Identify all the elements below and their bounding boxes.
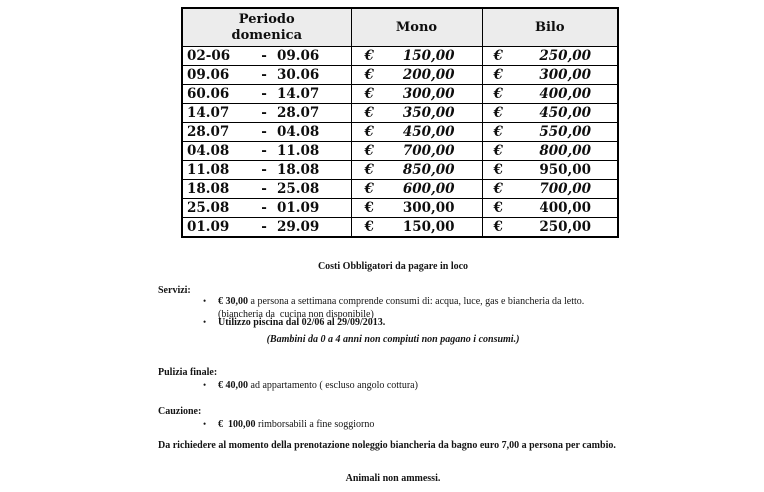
price-table-header (182, 8, 618, 47)
period-end: 30.06 (277, 67, 320, 83)
mono-price-cell (351, 66, 482, 85)
bullet-icon: • (203, 317, 207, 327)
price-value: 300,00 (402, 86, 455, 102)
mono-price-cell (351, 85, 482, 104)
bilo-price-cell (482, 218, 618, 238)
period-cell (182, 47, 351, 66)
euro-symbol: € (493, 143, 503, 159)
period-cell (182, 142, 351, 161)
mono-price-cell (351, 199, 482, 218)
price-value: 600,00 (402, 181, 455, 197)
period-separator: - (261, 86, 267, 102)
euro-symbol: € (493, 86, 503, 102)
price-value: 150,00 (402, 48, 455, 64)
period-cell (182, 66, 351, 85)
bullet-icon: • (203, 296, 207, 306)
euro-symbol: € (493, 105, 503, 121)
price-value: 800,00 (539, 143, 591, 159)
price-value: 700,00 (402, 143, 455, 159)
servizi-bullet-1-line2: (biancheria da cucina non disponibile) (218, 308, 374, 320)
header-periodo-line1: Periodo (238, 11, 295, 27)
euro-symbol: € (364, 219, 374, 235)
servizi-bullet-1-price: € 30,00 (218, 296, 248, 307)
period-start: 02-06 (187, 48, 231, 64)
table-row (182, 218, 618, 238)
servizi-bullet-2-text: Utilizzo piscina dal 02/06 al 29/09/2013. (218, 317, 386, 328)
period-start: 04.08 (187, 143, 230, 159)
table-row (182, 47, 618, 66)
table-row (182, 161, 618, 180)
costi-title: Costi Obbligatori da pagare in loco (317, 261, 469, 272)
period-end: 18.08 (277, 162, 320, 178)
price-value: 400,00 (539, 86, 591, 102)
price-value: 950,00 (539, 162, 591, 178)
price-value: 350,00 (402, 105, 455, 121)
mono-price-cell (351, 104, 482, 123)
euro-symbol: € (364, 181, 374, 197)
euro-symbol: € (364, 200, 374, 216)
header-row (182, 8, 618, 47)
period-end: 09.06 (277, 48, 320, 64)
pulizia-label: Pulizia finale: (158, 367, 218, 378)
euro-symbol: € (493, 219, 503, 235)
table-row (182, 123, 618, 142)
period-start: 14.07 (187, 105, 230, 121)
price-value: 200,00 (402, 67, 455, 83)
cauzione-label: Cauzione: (158, 406, 202, 417)
price-value: 850,00 (402, 162, 455, 178)
table-row (182, 66, 618, 85)
period-cell (182, 85, 351, 104)
period-cell (182, 104, 351, 123)
period-cell (182, 218, 351, 238)
euro-symbol: € (493, 48, 503, 64)
mono-price-cell (351, 47, 482, 66)
mono-price-cell (351, 161, 482, 180)
bilo-price-cell (482, 161, 618, 180)
bilo-price-cell (482, 85, 618, 104)
bambini-note: (Bambini da 0 a 4 anni non compiuti non pagano i consumi.) (266, 334, 520, 345)
period-separator: - (261, 162, 267, 178)
period-end: 25.08 (277, 181, 320, 197)
bilo-price-cell (482, 66, 618, 85)
header-mono: Mono (351, 8, 482, 47)
bullet-icon: • (203, 419, 207, 429)
table-row (182, 85, 618, 104)
period-end: 14.07 (277, 86, 320, 102)
period-end: 29.09 (277, 219, 320, 235)
cauzione-bullet-text: rimborsabili a fine soggiorno (255, 419, 375, 430)
period-start: 18.08 (187, 181, 230, 197)
servizi-bullet-2 (158, 317, 628, 330)
price-value: 700,00 (539, 181, 591, 197)
header-periodo-line2: domenica (231, 27, 303, 43)
period-separator: - (261, 219, 267, 235)
table-row (182, 180, 618, 199)
pulizia-bullet-price: € 40,00 (218, 380, 248, 391)
period-separator: - (261, 105, 267, 121)
noleggio-note: Da richiedere al momento della prenotazione noleggio biancheria da bagno euro 7,00 a persona per cambio. (158, 440, 616, 451)
period-end: 28.07 (277, 105, 320, 121)
pulizia-bullet (158, 380, 628, 393)
mono-price-cell (351, 218, 482, 238)
mono-price-cell (351, 180, 482, 199)
price-value: 450,00 (402, 124, 455, 140)
period-separator: - (261, 181, 267, 197)
period-cell (182, 180, 351, 199)
cauzione-bullet-price: € 100,00 (218, 419, 256, 430)
price-value: 250,00 (539, 219, 591, 235)
table-row (182, 104, 618, 123)
servizi-label: Servizi: (158, 285, 191, 296)
period-end: 04.08 (277, 124, 320, 140)
euro-symbol: € (364, 48, 374, 64)
price-value: 300,00 (539, 67, 591, 83)
period-end: 01.09 (277, 200, 320, 216)
table-row (182, 199, 618, 218)
price-table-body (182, 47, 618, 238)
price-value: 150,00 (402, 219, 455, 235)
euro-symbol: € (364, 162, 374, 178)
period-separator: - (261, 143, 267, 159)
mono-price-cell (351, 142, 482, 161)
period-start: 11.08 (187, 162, 230, 178)
euro-symbol: € (364, 105, 374, 121)
period-start: 09.06 (187, 67, 230, 83)
euro-symbol: € (364, 67, 374, 83)
euro-symbol: € (493, 200, 503, 216)
bilo-price-cell (482, 47, 618, 66)
euro-symbol: € (493, 124, 503, 140)
price-value: 400,00 (539, 200, 591, 216)
period-start: 28.07 (187, 124, 230, 140)
bullet-icon: • (203, 380, 207, 390)
mono-price-cell (351, 123, 482, 142)
period-start: 60.06 (187, 86, 230, 102)
period-separator: - (261, 200, 267, 216)
euro-symbol: € (493, 67, 503, 83)
price-table (181, 7, 619, 238)
period-separator: - (261, 67, 267, 83)
price-value: 550,00 (539, 124, 591, 140)
euro-symbol: € (493, 162, 503, 178)
euro-symbol: € (364, 86, 374, 102)
period-cell (182, 123, 351, 142)
bilo-price-cell (482, 199, 618, 218)
period-end: 11.08 (277, 143, 320, 159)
period-separator: - (261, 48, 267, 64)
period-separator: - (261, 124, 267, 140)
price-value: 300,00 (402, 200, 455, 216)
period-cell (182, 161, 351, 180)
period-cell (182, 199, 351, 218)
period-start: 25.08 (187, 200, 230, 216)
bilo-price-cell (482, 180, 618, 199)
pulizia-bullet-text: ad appartamento ( escluso angolo cottura) (248, 380, 418, 391)
euro-symbol: € (364, 124, 374, 140)
header-bilo: Bilo (482, 8, 618, 47)
euro-symbol: € (493, 181, 503, 197)
price-value: 450,00 (539, 105, 591, 121)
bilo-price-cell (482, 104, 618, 123)
price-value: 250,00 (539, 48, 591, 64)
animali-note: Animali non ammessi. (345, 473, 441, 484)
bilo-price-cell (482, 142, 618, 161)
servizi-bullet-1-text: a persona a settimana comprende consumi di: acqua, luce, gas e biancheria da letto. (248, 296, 585, 307)
header-periodo (182, 8, 351, 47)
period-start: 01.09 (187, 219, 230, 235)
euro-symbol: € (364, 143, 374, 159)
table-row (182, 142, 618, 161)
cauzione-bullet (158, 419, 628, 432)
bilo-price-cell (482, 123, 618, 142)
